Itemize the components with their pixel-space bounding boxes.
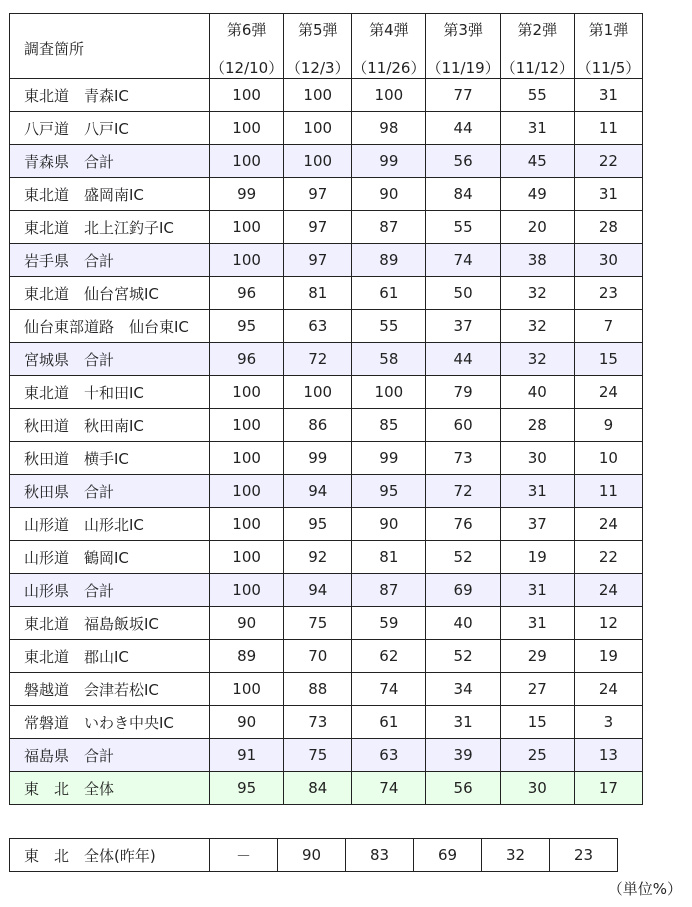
value-cell: 56 <box>426 772 500 805</box>
column-label: 第2弾 <box>517 21 558 39</box>
location-cell: 福島県 合計 <box>10 739 210 772</box>
value-cell: 40 <box>500 376 574 409</box>
value-cell: 81 <box>284 277 352 310</box>
value-cell: 79 <box>426 376 500 409</box>
value-cell: 96 <box>210 343 284 376</box>
value-cell: 73 <box>284 706 352 739</box>
value-cell: 100 <box>210 475 284 508</box>
value-cell: 12 <box>574 607 642 640</box>
location-cell: 東北道 十和田IC <box>10 376 210 409</box>
column-header <box>284 14 352 79</box>
value-cell: 90 <box>210 607 284 640</box>
value-cell: 25 <box>500 739 574 772</box>
value-cell: 44 <box>426 112 500 145</box>
value-cell: 30 <box>500 772 574 805</box>
value-cell: 100 <box>210 112 284 145</box>
value-cell: 73 <box>426 442 500 475</box>
value-cell: 69 <box>426 574 500 607</box>
column-date: （11/26） <box>352 59 426 77</box>
location-cell: 青森県 合計 <box>10 145 210 178</box>
value-cell: 15 <box>574 343 642 376</box>
value-cell: 40 <box>426 607 500 640</box>
value-cell: 55 <box>500 79 574 112</box>
last-year-row <box>10 839 618 872</box>
value-cell: 75 <box>284 739 352 772</box>
value-cell: 22 <box>574 541 642 574</box>
location-cell: 山形県 合計 <box>10 574 210 607</box>
value-cell: 95 <box>210 310 284 343</box>
table-row <box>10 112 643 145</box>
value-cell: 61 <box>352 706 426 739</box>
value-cell: 88 <box>284 673 352 706</box>
subtotal-row <box>10 574 643 607</box>
value-cell: 85 <box>352 409 426 442</box>
table-row <box>10 541 643 574</box>
value-cell: 83 <box>346 839 414 872</box>
subtotal-row <box>10 739 643 772</box>
value-cell: 62 <box>352 640 426 673</box>
value-cell: 61 <box>352 277 426 310</box>
value-cell: 91 <box>210 739 284 772</box>
value-cell: 11 <box>574 112 642 145</box>
value-cell: 96 <box>210 277 284 310</box>
location-cell: 東北道 北上江釣子IC <box>10 211 210 244</box>
value-cell: 34 <box>426 673 500 706</box>
value-cell: 84 <box>426 178 500 211</box>
column-label: 第6弾 <box>226 21 267 39</box>
column-header <box>426 14 500 79</box>
value-cell: 32 <box>500 343 574 376</box>
column-date: （11/5） <box>576 59 641 77</box>
value-cell: 100 <box>210 673 284 706</box>
value-cell: 87 <box>352 574 426 607</box>
value-cell: 13 <box>574 739 642 772</box>
column-label: 第5弾 <box>297 21 338 39</box>
table-row <box>10 640 643 673</box>
value-cell: 77 <box>426 79 500 112</box>
value-cell: 100 <box>284 145 352 178</box>
location-cell: 岩手県 合計 <box>10 244 210 277</box>
column-date: （11/19） <box>426 59 500 77</box>
location-cell: 東 北 全体 <box>10 772 210 805</box>
column-header <box>210 14 284 79</box>
column-label: 第4弾 <box>369 21 409 39</box>
value-cell: 24 <box>574 673 642 706</box>
value-cell: 50 <box>426 277 500 310</box>
value-cell: 11 <box>574 475 642 508</box>
value-cell: 31 <box>500 112 574 145</box>
table-row <box>10 376 643 409</box>
value-cell: 69 <box>414 839 482 872</box>
value-cell: 49 <box>500 178 574 211</box>
column-header <box>500 14 574 79</box>
table-row <box>10 79 643 112</box>
value-cell: 24 <box>574 574 642 607</box>
location-cell: 山形道 鶴岡IC <box>10 541 210 574</box>
location-cell: 東北道 盛岡南IC <box>10 178 210 211</box>
value-cell: 24 <box>574 508 642 541</box>
value-cell: 92 <box>284 541 352 574</box>
value-cell: 100 <box>210 409 284 442</box>
unit-note: （単位%） <box>607 880 682 898</box>
value-cell: 28 <box>574 211 642 244</box>
column-label: 第1弾 <box>588 21 629 39</box>
value-cell: 95 <box>284 508 352 541</box>
location-cell: 秋田道 横手IC <box>10 442 210 475</box>
value-cell: 81 <box>352 541 426 574</box>
table-row <box>10 277 643 310</box>
value-cell: 90 <box>278 839 346 872</box>
value-cell: 100 <box>210 244 284 277</box>
column-header <box>574 14 642 79</box>
value-cell: 19 <box>500 541 574 574</box>
value-cell: 55 <box>352 310 426 343</box>
value-cell: 74 <box>426 244 500 277</box>
value-cell: 74 <box>352 772 426 805</box>
table-row <box>10 673 643 706</box>
location-cell: 山形道 山形北IC <box>10 508 210 541</box>
value-cell: 75 <box>284 607 352 640</box>
value-cell: 19 <box>574 640 642 673</box>
location-header: 調査箇所 <box>10 14 210 79</box>
value-cell: 9 <box>574 409 642 442</box>
total-row <box>10 772 643 805</box>
table-row <box>10 442 643 475</box>
column-date: （12/10） <box>210 59 284 77</box>
value-cell: 87 <box>352 211 426 244</box>
column-date: （11/12） <box>500 59 574 77</box>
value-cell: 72 <box>284 343 352 376</box>
location-cell: 秋田道 秋田南IC <box>10 409 210 442</box>
value-cell: 37 <box>426 310 500 343</box>
value-cell: － <box>210 839 278 872</box>
value-cell: 95 <box>352 475 426 508</box>
table-row <box>10 409 643 442</box>
value-cell: 17 <box>574 772 642 805</box>
value-cell: 7 <box>574 310 642 343</box>
value-cell: 23 <box>574 277 642 310</box>
last-year-table <box>9 838 618 872</box>
value-cell: 31 <box>500 475 574 508</box>
value-cell: 100 <box>210 145 284 178</box>
value-cell: 39 <box>426 739 500 772</box>
value-cell: 94 <box>284 475 352 508</box>
value-cell: 15 <box>500 706 574 739</box>
value-cell: 95 <box>210 772 284 805</box>
value-cell: 97 <box>284 244 352 277</box>
value-cell: 30 <box>574 244 642 277</box>
value-cell: 90 <box>352 508 426 541</box>
value-cell: 100 <box>210 508 284 541</box>
location-cell: 東 北 全体(昨年) <box>10 839 210 872</box>
value-cell: 27 <box>500 673 574 706</box>
value-cell: 94 <box>284 574 352 607</box>
value-cell: 89 <box>352 244 426 277</box>
value-cell: 100 <box>284 112 352 145</box>
subtotal-row <box>10 475 643 508</box>
value-cell: 60 <box>426 409 500 442</box>
value-cell: 76 <box>426 508 500 541</box>
table-row <box>10 178 643 211</box>
value-cell: 23 <box>550 839 618 872</box>
location-cell: 宮城県 合計 <box>10 343 210 376</box>
value-cell: 74 <box>352 673 426 706</box>
value-cell: 97 <box>284 211 352 244</box>
value-cell: 24 <box>574 376 642 409</box>
value-cell: 99 <box>352 442 426 475</box>
value-cell: 63 <box>284 310 352 343</box>
value-cell: 52 <box>426 541 500 574</box>
subtotal-row <box>10 244 643 277</box>
value-cell: 52 <box>426 640 500 673</box>
value-cell: 70 <box>284 640 352 673</box>
value-cell: 31 <box>426 706 500 739</box>
location-cell: 常磐道 いわき中央IC <box>10 706 210 739</box>
value-cell: 100 <box>210 376 284 409</box>
column-label: 第3弾 <box>443 21 483 39</box>
table-row <box>10 508 643 541</box>
value-cell: 55 <box>426 211 500 244</box>
location-cell: 磐越道 会津若松IC <box>10 673 210 706</box>
location-cell: 東北道 青森IC <box>10 79 210 112</box>
value-cell: 31 <box>500 574 574 607</box>
value-cell: 84 <box>284 772 352 805</box>
value-cell: 44 <box>426 343 500 376</box>
value-cell: 30 <box>500 442 574 475</box>
survey-table <box>9 13 643 805</box>
value-cell: 56 <box>426 145 500 178</box>
value-cell: 72 <box>426 475 500 508</box>
subtotal-row <box>10 145 643 178</box>
column-date: （12/3） <box>285 59 350 77</box>
value-cell: 99 <box>284 442 352 475</box>
value-cell: 31 <box>574 79 642 112</box>
value-cell: 97 <box>284 178 352 211</box>
value-cell: 99 <box>210 178 284 211</box>
value-cell: 3 <box>574 706 642 739</box>
table-row <box>10 310 643 343</box>
header-row <box>10 14 643 79</box>
value-cell: 20 <box>500 211 574 244</box>
value-cell: 58 <box>352 343 426 376</box>
value-cell: 32 <box>500 310 574 343</box>
value-cell: 100 <box>284 376 352 409</box>
value-cell: 100 <box>284 79 352 112</box>
value-cell: 10 <box>574 442 642 475</box>
value-cell: 100 <box>210 574 284 607</box>
value-cell: 100 <box>352 376 426 409</box>
value-cell: 90 <box>210 706 284 739</box>
value-cell: 100 <box>210 211 284 244</box>
value-cell: 100 <box>210 442 284 475</box>
location-cell: 八戸道 八戸IC <box>10 112 210 145</box>
value-cell: 31 <box>500 607 574 640</box>
value-cell: 22 <box>574 145 642 178</box>
value-cell: 100 <box>352 79 426 112</box>
value-cell: 32 <box>482 839 550 872</box>
location-cell: 東北道 郡山IC <box>10 640 210 673</box>
value-cell: 59 <box>352 607 426 640</box>
location-cell: 秋田県 合計 <box>10 475 210 508</box>
value-cell: 100 <box>210 79 284 112</box>
value-cell: 86 <box>284 409 352 442</box>
value-cell: 90 <box>352 178 426 211</box>
value-cell: 28 <box>500 409 574 442</box>
value-cell: 100 <box>210 541 284 574</box>
value-cell: 99 <box>352 145 426 178</box>
value-cell: 98 <box>352 112 426 145</box>
value-cell: 29 <box>500 640 574 673</box>
column-header <box>352 14 426 79</box>
subtotal-row <box>10 343 643 376</box>
location-cell: 東北道 仙台宮城IC <box>10 277 210 310</box>
value-cell: 31 <box>574 178 642 211</box>
location-cell: 仙台東部道路 仙台東IC <box>10 310 210 343</box>
value-cell: 89 <box>210 640 284 673</box>
value-cell: 37 <box>500 508 574 541</box>
table-body <box>10 79 643 805</box>
location-cell: 東北道 福島飯坂IC <box>10 607 210 640</box>
value-cell: 38 <box>500 244 574 277</box>
table-row <box>10 211 643 244</box>
table-row <box>10 706 643 739</box>
table-row <box>10 607 643 640</box>
value-cell: 32 <box>500 277 574 310</box>
value-cell: 45 <box>500 145 574 178</box>
value-cell: 63 <box>352 739 426 772</box>
